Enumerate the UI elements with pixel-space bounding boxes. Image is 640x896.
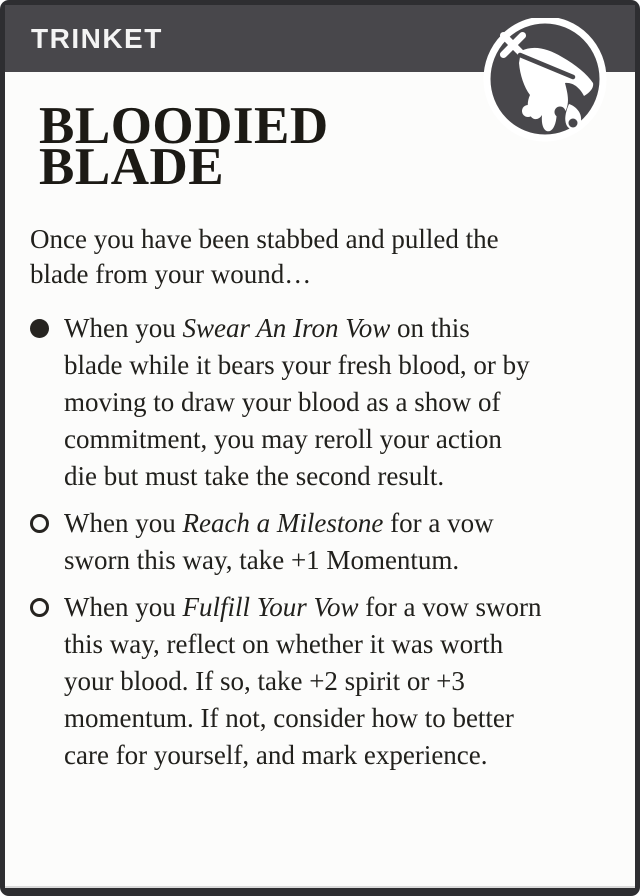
text-segment: blade while it bears your fresh blood, or by: [64, 350, 530, 380]
move-name-italic: Reach a Milestone: [182, 508, 384, 538]
ability-item: [30, 589, 611, 774]
bullet-filled-icon: [30, 319, 49, 338]
text-segment: for a vow: [383, 508, 494, 538]
bullet-open-icon: [30, 514, 49, 533]
text-segment: momentum. If not, consider how to better: [64, 703, 514, 733]
text-line: [64, 384, 530, 421]
text-line: [64, 505, 494, 542]
bloodied-blade-icon: [483, 18, 607, 142]
move-name-italic: Swear An Iron Vow: [182, 313, 391, 343]
text-segment: your blood. If so, take +2 spirit or +3: [64, 666, 465, 696]
ability-item: [30, 505, 611, 579]
text-segment: this way, reflect on whether it was worth: [64, 629, 504, 659]
text-line: [64, 663, 542, 700]
card-type-label: TRINKET: [31, 22, 163, 54]
text-segment: Once you have been stabbed and pulled the: [30, 224, 499, 254]
text-segment: care for yourself, and mark experience.: [64, 740, 488, 770]
text-line: [30, 257, 611, 292]
text-line: [64, 737, 542, 774]
text-line: [64, 542, 494, 579]
text-line: [64, 347, 530, 384]
text-line: [64, 458, 530, 495]
text-segment: When you: [64, 313, 183, 343]
blood-drop-hole: [555, 107, 566, 118]
text-segment: When you: [64, 592, 183, 622]
text-segment: die but must take the second result.: [64, 461, 445, 491]
ability-list: [30, 310, 611, 774]
card-body: [5, 72, 635, 888]
title-line-2: BLADE: [39, 138, 225, 196]
text-line: [64, 700, 542, 737]
ability-item: [30, 310, 611, 495]
text-line: [30, 222, 611, 257]
text-segment: blade from your wound…: [30, 259, 312, 289]
title-line-1: BLOODIED: [39, 97, 329, 155]
text-segment: sworn this way, take +1 Momentum.: [64, 545, 460, 575]
intro-text: [30, 222, 611, 292]
text-segment: moving to draw your blood as a show of: [64, 387, 501, 417]
text-segment: commitment, you may reroll your action: [64, 424, 502, 454]
ability-text: [64, 310, 530, 495]
ability-text: [64, 505, 494, 579]
bullet-open-icon: [30, 598, 49, 617]
text-line: [64, 421, 530, 458]
blood-drop-hole: [569, 119, 578, 128]
text-segment: for a vow sworn: [358, 592, 542, 622]
text-line: [64, 626, 542, 663]
text-segment: on this: [390, 313, 470, 343]
text-segment: When you: [64, 508, 183, 538]
move-name-italic: Fulfill Your Vow: [182, 592, 359, 622]
text-line: [64, 310, 530, 347]
text-line: [64, 589, 542, 626]
ability-text: [64, 589, 542, 774]
blood-drop-icon: [522, 105, 534, 117]
